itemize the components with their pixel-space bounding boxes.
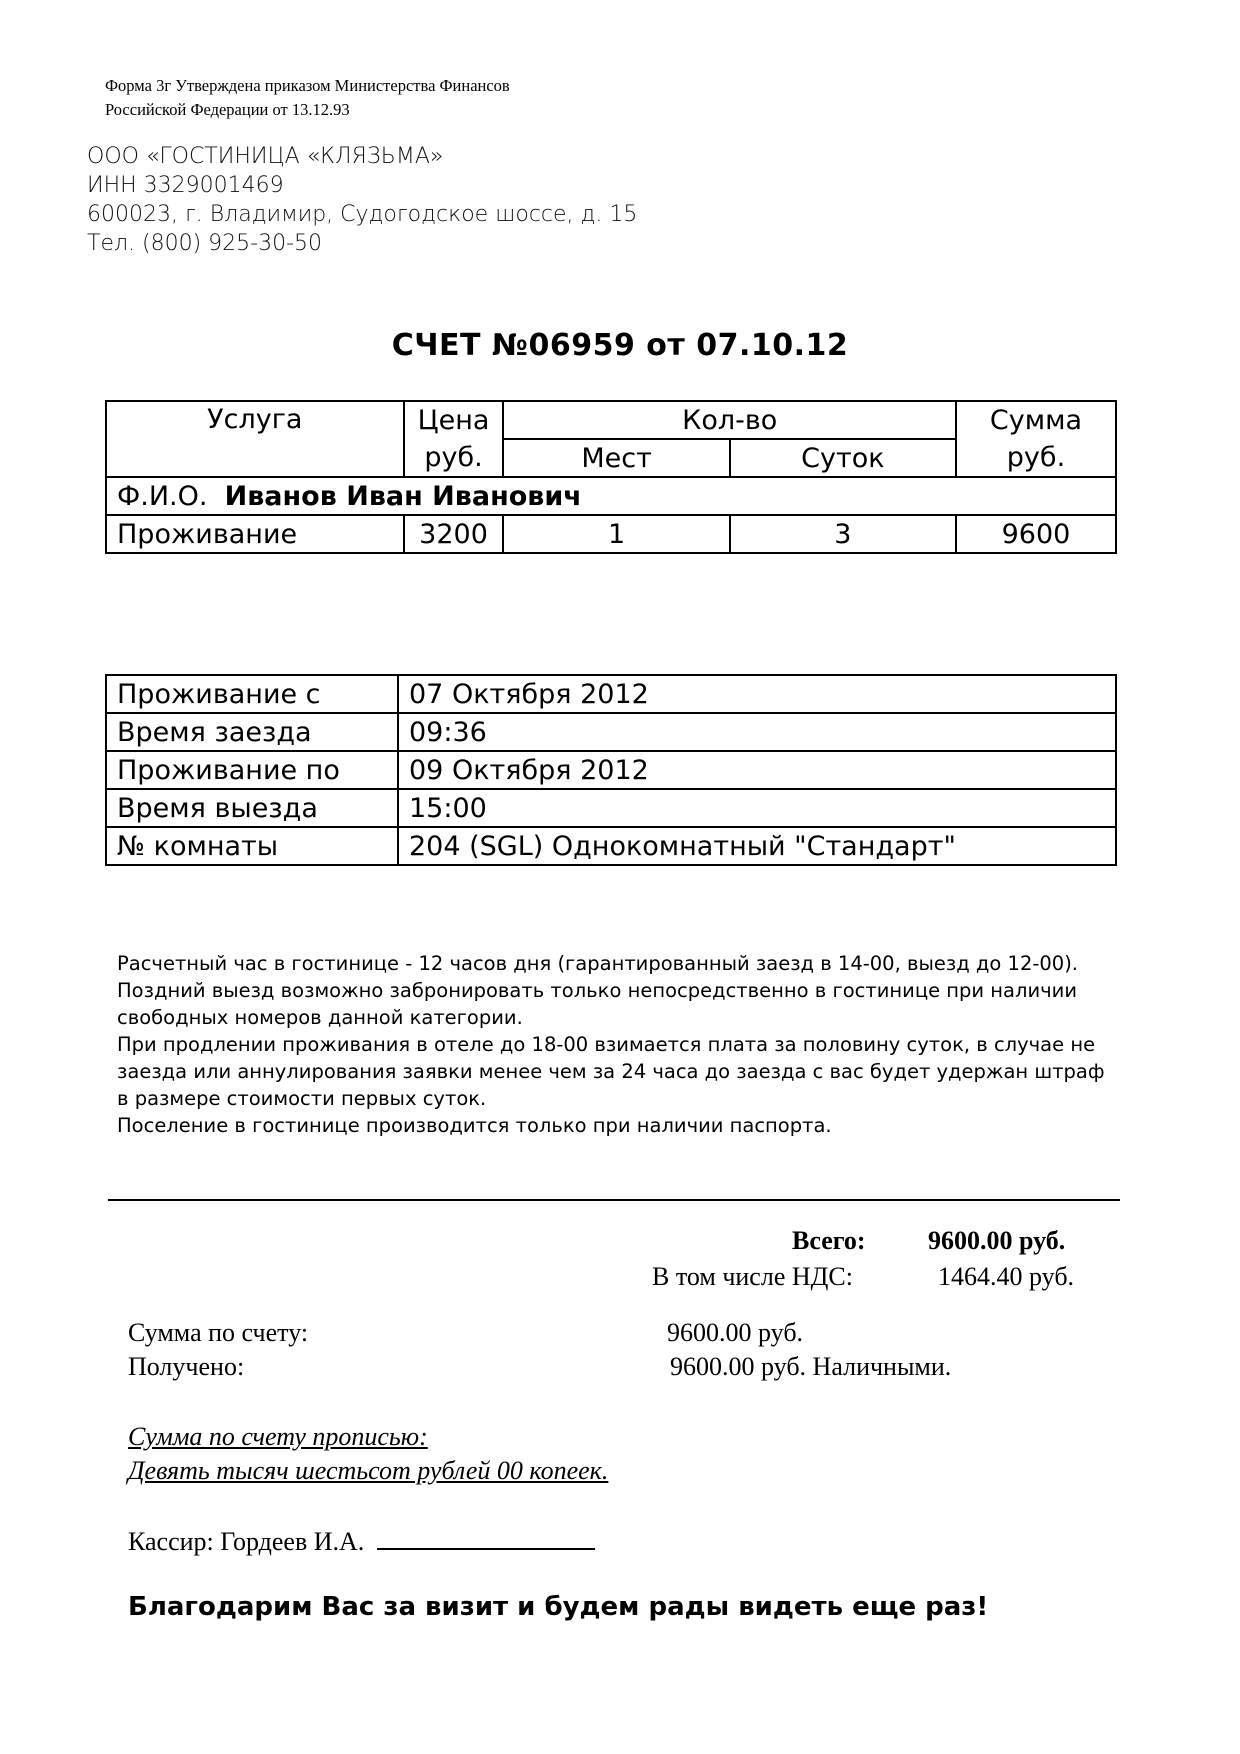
cashier-name: Кассир: Гордеев И.А.	[128, 1527, 365, 1556]
thanks-message: Благодарим Вас за визит и будем рады видеть еще раз!	[128, 1592, 989, 1622]
stay-label: Время заезда	[106, 713, 398, 751]
sum-value: 9600.00 руб.	[667, 1318, 804, 1347]
header-places: Мест	[503, 439, 729, 477]
stay-value: 09 Октября 2012	[398, 751, 1116, 789]
vat-value: 1464.40 руб.	[938, 1262, 1075, 1291]
rules-line: Расчетный час в гостинице - 12 часов дня (гарантированный заезд в 14-00, выезд до 12-00).	[117, 952, 1079, 975]
amount-words-value: Девять тысяч шестьсот рублей 00 копеек.	[128, 1456, 609, 1485]
rules-line: свободных номеров данной категории.	[117, 1006, 523, 1029]
stay-label: Проживание по	[106, 751, 398, 789]
stay-label: Проживание с	[106, 675, 398, 713]
services-table	[105, 400, 1117, 554]
row-sum: 9600	[956, 515, 1116, 553]
stay-label: № комнаты	[106, 827, 398, 865]
vat-label: В том числе НДС:	[652, 1262, 853, 1291]
stay-table	[105, 674, 1117, 866]
total-label: Всего:	[792, 1226, 866, 1255]
amount-words-label: Сумма по счету прописью:	[128, 1422, 428, 1451]
divider-line	[108, 1199, 1120, 1201]
header-qty: Кол-во	[503, 401, 956, 439]
guest-cell	[106, 477, 1116, 515]
rules-line: в размере стоимости первых суток.	[117, 1087, 487, 1110]
header-sum-line2: руб.	[956, 439, 1116, 477]
row-price: 3200	[404, 515, 504, 553]
stay-value: 07 Октября 2012	[398, 675, 1116, 713]
guest-label: Ф.И.О.	[117, 480, 208, 512]
signature-line	[377, 1522, 595, 1550]
company-inn: ИНН 3329001469	[87, 173, 284, 198]
received-label: Получено:	[128, 1352, 245, 1381]
rules-line: заезда или аннулирования заявки менее чем за 24 часа до заезда с вас будет удержан штраф	[117, 1060, 1105, 1083]
total-value: 9600.00 руб.	[928, 1226, 1066, 1255]
header-days: Суток	[730, 439, 956, 477]
row-service: Проживание	[106, 515, 404, 553]
header-service: Услуга	[106, 401, 404, 477]
stay-value: 204 (SGL) Однокомнатный "Стандарт"	[398, 827, 1116, 865]
stay-value: 15:00	[398, 789, 1116, 827]
form-note-line1: Форма 3г Утверждена приказом Министерства Финансов	[105, 76, 510, 95]
table-row	[106, 827, 1116, 865]
company-address: 600023, г. Владимир, Судогодское шоссе, д. 15	[87, 202, 638, 227]
header-price-line1: Цена	[404, 401, 504, 439]
rules-line: При продлении проживания в отеле до 18-00 взимается плата за половину суток, в случае не	[117, 1033, 1096, 1056]
amount-in-words	[128, 1420, 608, 1488]
table-row	[106, 713, 1116, 751]
cashier-line	[128, 1522, 595, 1557]
rules-line: Поселение в гостинице производится только при наличии паспорта.	[117, 1114, 832, 1137]
form-note	[105, 74, 510, 122]
stay-label: Время выезда	[106, 789, 398, 827]
guest-name: Иванов Иван Иванович	[224, 480, 582, 512]
hotel-rules	[117, 950, 1117, 1139]
row-days: 3	[730, 515, 956, 553]
stay-value: 09:36	[398, 713, 1116, 751]
services-header-row	[106, 401, 1116, 439]
received-value: 9600.00 руб. Наличными.	[670, 1352, 952, 1381]
company-info	[87, 142, 637, 258]
sum-label: Сумма по счету:	[128, 1318, 309, 1347]
invoice-title: СЧЕТ №06959 от 07.10.12	[391, 328, 849, 363]
row-places: 1	[503, 515, 729, 553]
table-row	[106, 675, 1116, 713]
header-sum-line1: Сумма	[956, 401, 1116, 439]
form-note-line2: Российской Федерации от 13.12.93	[105, 100, 350, 119]
header-price-line2: руб.	[404, 439, 504, 477]
table-row	[106, 515, 1116, 553]
rules-line: Поздний выезд возможно забронировать только непосредственно в гостинице при наличии	[117, 979, 1077, 1002]
company-phone: Тел. (800) 925-30-50	[87, 231, 323, 256]
table-row	[106, 751, 1116, 789]
company-name: ООО «ГОСТИНИЦА «КЛЯЗЬМА»	[87, 144, 444, 169]
guest-row	[106, 477, 1116, 515]
table-row	[106, 789, 1116, 827]
